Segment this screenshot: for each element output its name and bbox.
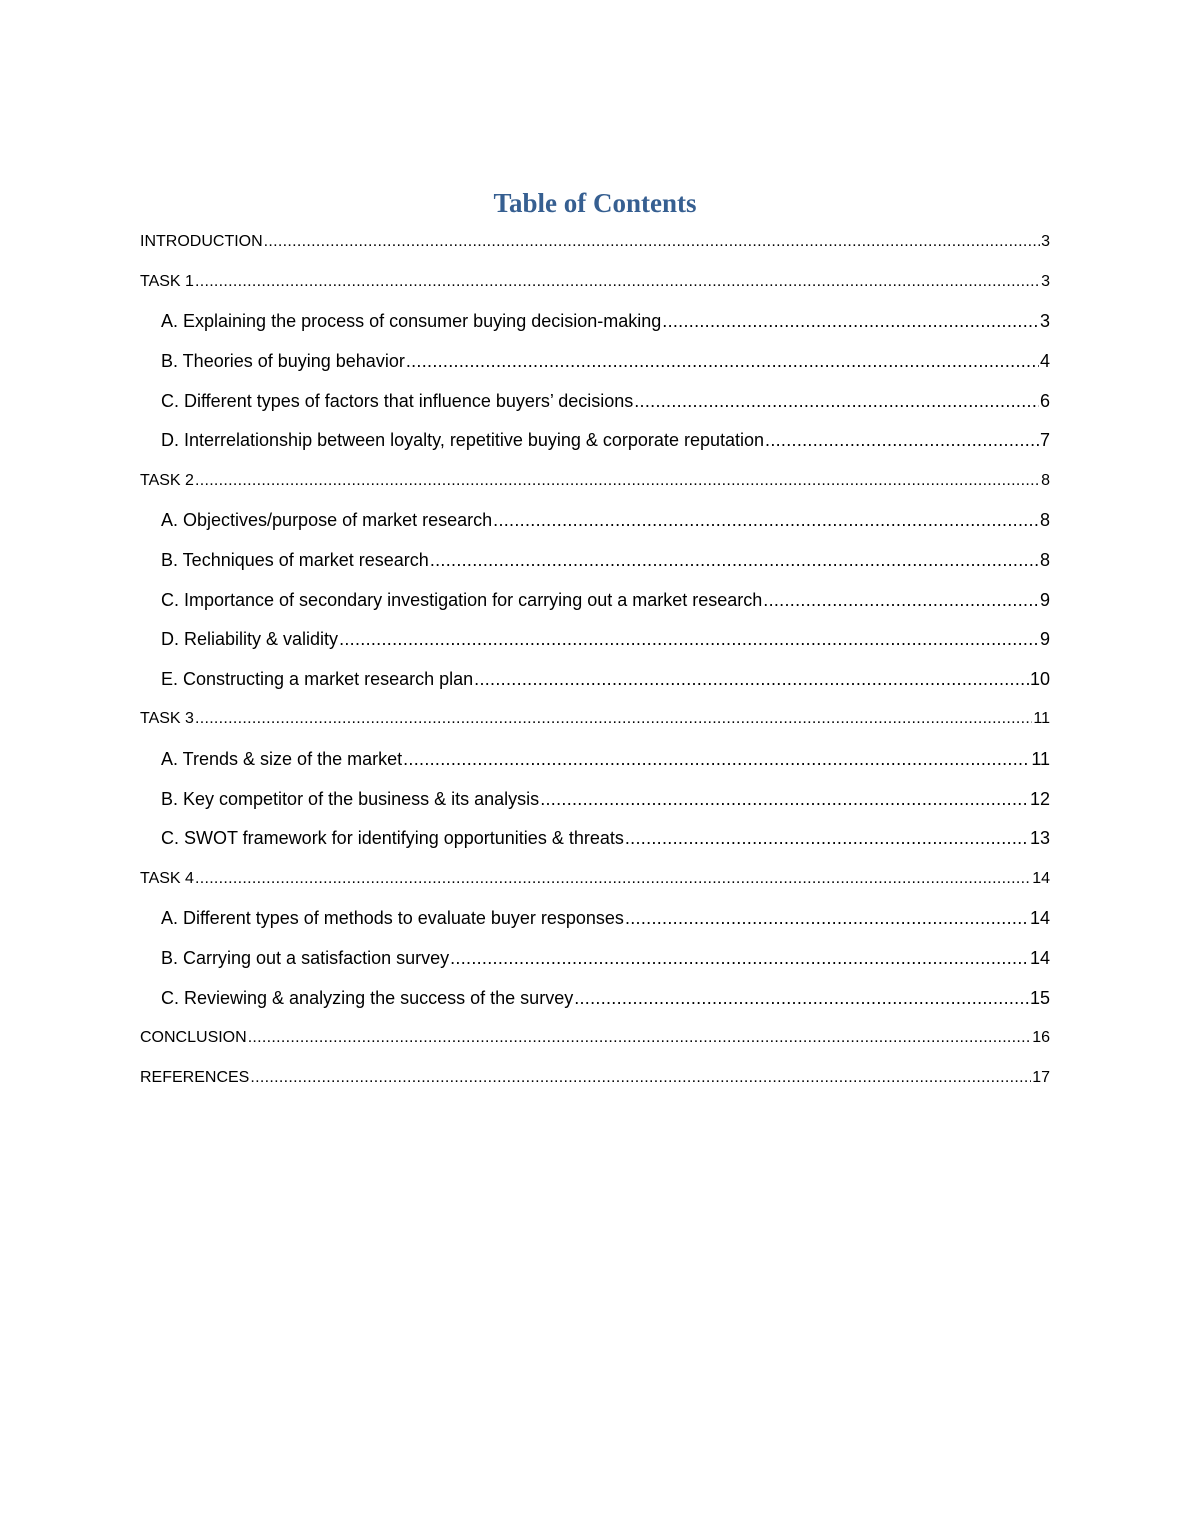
toc-entry[interactable] <box>140 620 1050 660</box>
toc-dot-leader <box>765 430 1039 451</box>
toc-entry-label: REFERENCES <box>140 1068 250 1086</box>
toc-entry[interactable] <box>140 739 1050 779</box>
toc-entry-page-number: 14 <box>1032 869 1050 887</box>
toc-dot-leader <box>403 749 1030 770</box>
toc-entry-label: D. Reliability & validity <box>161 629 339 650</box>
toc-entry[interactable] <box>140 501 1050 541</box>
toc-entry-page-number: 15 <box>1029 987 1050 1008</box>
toc-dot-leader <box>625 908 1029 929</box>
toc-entry[interactable] <box>140 580 1050 620</box>
toc-entry-label: A. Different types of methods to evaluate buyer responses <box>161 907 624 928</box>
toc-entry[interactable] <box>140 899 1050 939</box>
toc-entry[interactable] <box>140 540 1050 580</box>
toc-entry-label: TASK 4 <box>140 869 194 887</box>
toc-entry-label: C. Reviewing & analyzing the success of the survey <box>161 987 574 1008</box>
toc-entry-page-number: 8 <box>1039 509 1050 530</box>
toc-entry-label: A. Objectives/purpose of market research <box>161 509 493 530</box>
toc-dot-leader <box>339 629 1039 650</box>
toc-dot-leader <box>540 789 1029 810</box>
toc-entry-page-number: 14 <box>1029 907 1050 928</box>
toc-dot-leader <box>250 1069 1031 1087</box>
toc-dot-leader <box>406 351 1039 372</box>
toc-dot-leader <box>634 391 1039 412</box>
toc-dot-leader <box>474 669 1029 690</box>
toc-dot-leader <box>195 710 1032 728</box>
toc-entry-page-number: 11 <box>1033 710 1050 728</box>
toc-entry[interactable] <box>140 1018 1050 1058</box>
toc-entry-label: TASK 3 <box>140 710 194 728</box>
toc-dot-leader <box>450 948 1029 969</box>
toc-dot-leader <box>763 590 1039 611</box>
toc-entry-label: B. Key competitor of the business & its analysis <box>161 788 540 809</box>
toc-dot-leader <box>195 472 1040 490</box>
toc-entry[interactable] <box>140 978 1050 1018</box>
toc-entry[interactable] <box>140 938 1050 978</box>
toc-entry-label: TASK 1 <box>140 272 194 290</box>
toc-entry[interactable] <box>140 859 1050 899</box>
toc-entry-page-number: 4 <box>1039 350 1050 371</box>
toc-entry-label: D. Interrelationship between loyalty, repetitive buying & corporate reputation <box>161 430 765 451</box>
toc-dot-leader <box>195 870 1031 888</box>
table-of-contents <box>140 222 1050 1098</box>
toc-entry[interactable] <box>140 819 1050 859</box>
toc-entry-page-number: 10 <box>1029 669 1050 690</box>
toc-entry-page-number: 17 <box>1032 1068 1050 1086</box>
toc-entry-label: C. Importance of secondary investigation for carrying out a market research <box>161 589 763 610</box>
toc-entry-label: A. Trends & size of the market <box>161 748 403 769</box>
toc-dot-leader <box>625 828 1029 849</box>
toc-entry-page-number: 3 <box>1041 272 1050 290</box>
toc-entry-page-number: 11 <box>1031 748 1050 769</box>
toc-entry-label: INTRODUCTION <box>140 232 263 250</box>
toc-dot-leader <box>574 988 1029 1009</box>
toc-entry-label: B. Techniques of market research <box>161 549 429 570</box>
toc-entry-label: C. Different types of factors that influence buyers’ decisions <box>161 390 634 411</box>
toc-entry-page-number: 9 <box>1039 629 1050 650</box>
toc-dot-leader <box>430 550 1039 571</box>
toc-entry[interactable] <box>140 302 1050 342</box>
toc-entry-label: B. Theories of buying behavior <box>161 350 405 371</box>
toc-dot-leader <box>264 233 1040 251</box>
toc-entry[interactable] <box>140 700 1050 740</box>
toc-entry-label: CONCLUSION <box>140 1028 247 1046</box>
toc-entry-page-number: 9 <box>1039 589 1050 610</box>
toc-entry-page-number: 8 <box>1041 471 1050 489</box>
toc-entry-label: TASK 2 <box>140 471 194 489</box>
toc-entry-page-number: 14 <box>1029 947 1050 968</box>
toc-entry-page-number: 12 <box>1029 788 1050 809</box>
toc-dot-leader <box>493 510 1039 531</box>
toc-entry[interactable] <box>140 421 1050 461</box>
toc-entry[interactable] <box>140 660 1050 700</box>
toc-entry-label: A. Explaining the process of consumer buying decision-making <box>161 310 662 331</box>
toc-dot-leader <box>662 311 1039 332</box>
toc-entry-page-number: 6 <box>1039 390 1050 411</box>
toc-entry-page-number: 7 <box>1039 430 1050 451</box>
toc-dot-leader <box>195 273 1040 291</box>
toc-entry-label: C. SWOT framework for identifying opportunities & threats <box>161 828 624 849</box>
toc-entry[interactable] <box>140 779 1050 819</box>
toc-entry[interactable] <box>140 461 1050 501</box>
toc-entry[interactable] <box>140 1058 1050 1098</box>
toc-entry[interactable] <box>140 341 1050 381</box>
toc-entry-page-number: 8 <box>1039 549 1050 570</box>
toc-entry-page-number: 13 <box>1029 828 1050 849</box>
toc-entry-label: B. Carrying out a satisfaction survey <box>161 947 450 968</box>
toc-entry-page-number: 16 <box>1032 1028 1050 1046</box>
toc-entry-page-number: 3 <box>1041 232 1050 250</box>
toc-entry-label: E. Constructing a market research plan <box>161 669 474 690</box>
toc-entry[interactable] <box>140 262 1050 302</box>
toc-entry[interactable] <box>140 381 1050 421</box>
page-title: Table of Contents <box>493 188 697 218</box>
toc-entry-page-number: 3 <box>1039 310 1050 331</box>
toc-entry[interactable] <box>140 222 1050 262</box>
toc-dot-leader <box>248 1029 1032 1047</box>
